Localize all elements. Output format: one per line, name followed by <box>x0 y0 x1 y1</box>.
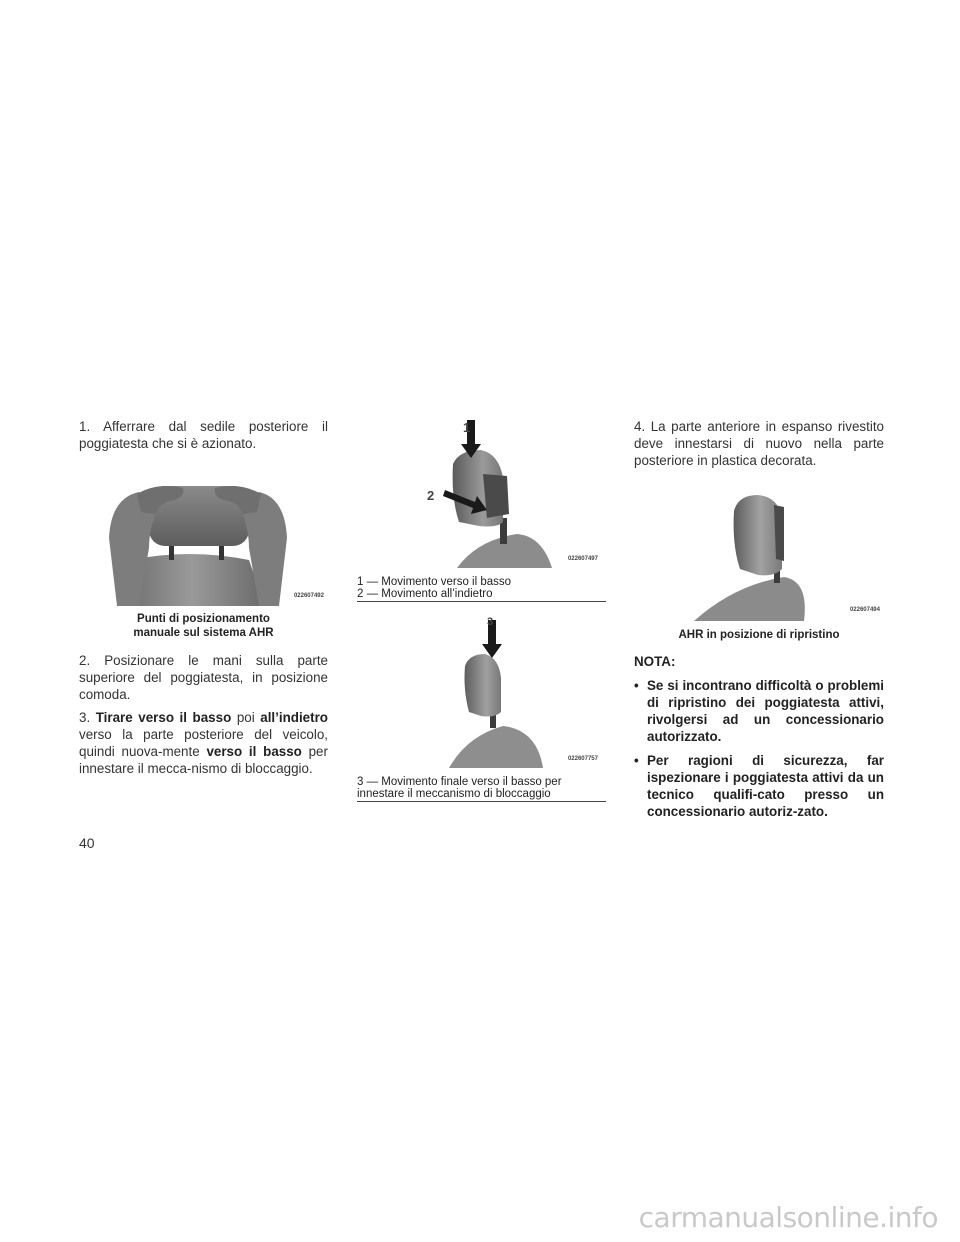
nota-item-text: Per ragioni di sicurezza, far ispezionare i poggiatesta attivi da un tecnico qualifi-cato presso un concessionario autoriz-zato. <box>647 753 884 819</box>
figure-2-legend-line-1: 1 — Movimento verso il basso <box>357 576 512 588</box>
figure-3-legend-line-2: innestare il meccanismo di bloccaggio <box>357 788 551 800</box>
figure-3-legend-line-1: 3 — Movimento finale verso il basso per <box>357 776 562 788</box>
headrest-final-arrow-illustration <box>357 618 606 768</box>
figure-4-code: 022607494 <box>849 607 880 613</box>
step-1-text: 1. Afferrare dal sedile posteriore il poggiatesta che si è azionato. <box>79 419 328 451</box>
page-number: 40 <box>79 835 95 851</box>
watermark-text: carmanualsonline.info <box>638 1201 938 1234</box>
nota-list <box>634 677 884 820</box>
figure-2-code: 022607497 <box>567 556 598 562</box>
step-3-bold-2: all’indietro <box>260 710 328 725</box>
nota-item-text: Se si incontrano difficoltà o problemi di ripristino dei poggiatesta attivi, rivolgersi ad un concessionario autorizzato. <box>647 678 884 744</box>
figure-final-down-movement <box>357 618 606 768</box>
step-2-text: 2. Posizionare le mani sulla parte superiore del poggiatesta, in posizione comoda. <box>79 653 328 702</box>
figure-hands-on-headrest <box>79 478 328 606</box>
nota-item <box>634 677 884 745</box>
figure-1-caption <box>79 612 328 640</box>
figure-ahr-reset-position <box>634 485 884 621</box>
figure-3-legend <box>357 776 606 802</box>
nota-item <box>634 752 884 820</box>
figure-3-label-3: 3 <box>487 616 494 628</box>
middle-column <box>357 418 606 802</box>
figure-2-label-2: 2 <box>427 488 435 503</box>
step-3-bold-1: Tirare verso il basso <box>95 710 232 725</box>
figure-1-code: 022607492 <box>293 593 324 599</box>
step-3-text-1: poi <box>236 710 255 725</box>
nota-title: NOTA: <box>634 654 676 669</box>
headrest-hands-illustration <box>79 478 328 606</box>
bullet-icon: • <box>634 753 639 768</box>
step-3-text-2: verso la parte posteriore del veicolo, quindi nuova-mente <box>79 727 328 759</box>
figure-3-code: 022607757 <box>567 756 598 762</box>
figure-2-legend-line-2: 2 — Movimento all’indietro <box>357 588 493 600</box>
figure-4-caption: AHR in posizione di ripristino <box>678 629 840 641</box>
step-3-text-3: per innestare il mecca-nismo di bloccaggio. <box>79 744 328 776</box>
figure-1-caption-line-2: manuale sul sistema AHR <box>133 627 274 639</box>
step-4-text: 4. La parte anteriore in espanso rivestito deve innestarsi di nuovo nella parte posteriore in plastica decorata. <box>634 419 884 468</box>
right-column <box>634 418 884 827</box>
step-3-text <box>79 709 328 777</box>
step-3-bold-3: verso il basso <box>206 744 302 759</box>
left-column <box>79 418 328 777</box>
headrest-side-arrows-illustration <box>357 418 606 568</box>
figure-1-caption-line-1: Punti di posizionamento <box>137 613 270 625</box>
figure-2-legend <box>357 576 606 602</box>
bullet-icon: • <box>634 678 639 693</box>
step-3-number: 3. <box>79 710 91 725</box>
figure-2-label-1: 1 <box>463 420 471 435</box>
nota-section <box>634 654 884 820</box>
figure-down-back-movement <box>357 418 606 568</box>
headrest-reset-illustration <box>634 485 884 621</box>
